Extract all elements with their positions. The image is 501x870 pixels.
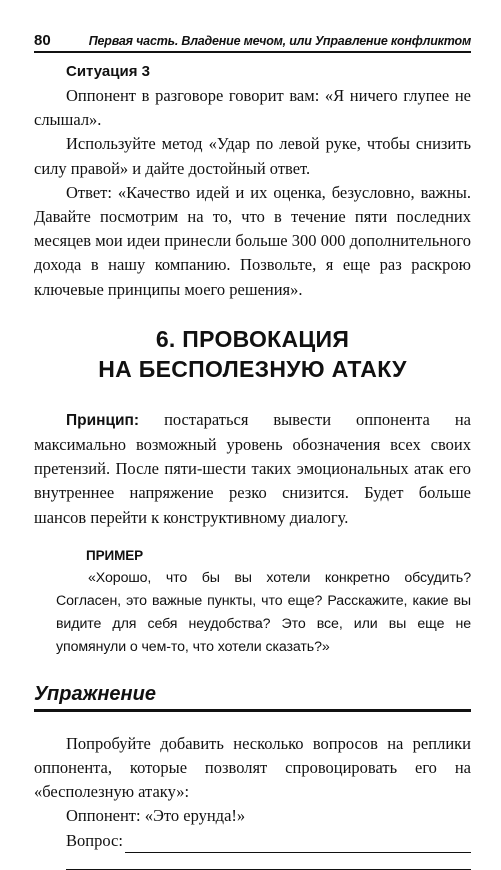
question-answer-line[interactable] xyxy=(125,834,471,853)
exercise-title: Упражнение xyxy=(34,682,156,705)
exercise-rule xyxy=(34,709,471,712)
example-title: ПРИМЕР xyxy=(86,547,144,563)
principle-paragraph xyxy=(34,408,471,530)
section-title xyxy=(34,324,471,384)
exercise-instruction: Попробуйте добавить несколько вопросов на реплики оппонента, которые позволят спровоцировать его на «бесполезную атаку»: xyxy=(34,733,471,802)
situation-title: Ситуация 3 xyxy=(66,63,150,80)
section-title-line-2: НА БЕСПОЛЕЗНУЮ АТАКУ xyxy=(98,355,407,382)
page-number: 80 xyxy=(34,32,51,49)
running-title: Первая часть. Владение мечом, или Управление конфликтом xyxy=(88,34,471,48)
principle-text: постараться вывести оппонента на максимально возможный уровень обозначения всех своих претензий. После пяти-шести таких эмоциональных атак его внутреннее напряжение резко снизится. Будет больше шансов перейти к конструктивному диалогу. xyxy=(34,409,471,527)
situation-paragraph-1: Оппонент в разговоре говорит вам: «Я ничего глупее не слышал». xyxy=(34,86,471,130)
running-header xyxy=(34,30,471,54)
question-row xyxy=(66,829,471,853)
situation-answer: Ответ: «Качество идей и их оценка, безусловно, важны. Давайте посмотрим на то, что в течение пяти последних месяцев мои идеи принесли больше 300 000 дополнительного дохода в нашу компанию. Позвольте, я еще раз раскрою ключевые принципы моего решения». xyxy=(34,182,471,299)
header-rule xyxy=(34,51,471,53)
section-title-line-1: 6. ПРОВОКАЦИЯ xyxy=(155,325,350,352)
example-block xyxy=(56,544,471,659)
principle-label: Принцип: xyxy=(66,411,140,429)
question-label: Вопрос: xyxy=(66,830,123,850)
page-content xyxy=(34,60,471,870)
opponent-line: Оппонент: «Это ерунда!» xyxy=(66,806,246,826)
example-text: «Хорошо, что бы вы хотели конкретно обсудить? Согласен, это важные пункты, что еще? Расскажите, какие вы видите для себя неудобства? Это все, или вы еще не упомянули о чем-то, что хотели сказать?» xyxy=(56,569,471,655)
situation-paragraph-2: Используйте метод «Удар по левой руке, чтобы снизить силу правой» и дайте достойный ответ. xyxy=(34,134,471,178)
